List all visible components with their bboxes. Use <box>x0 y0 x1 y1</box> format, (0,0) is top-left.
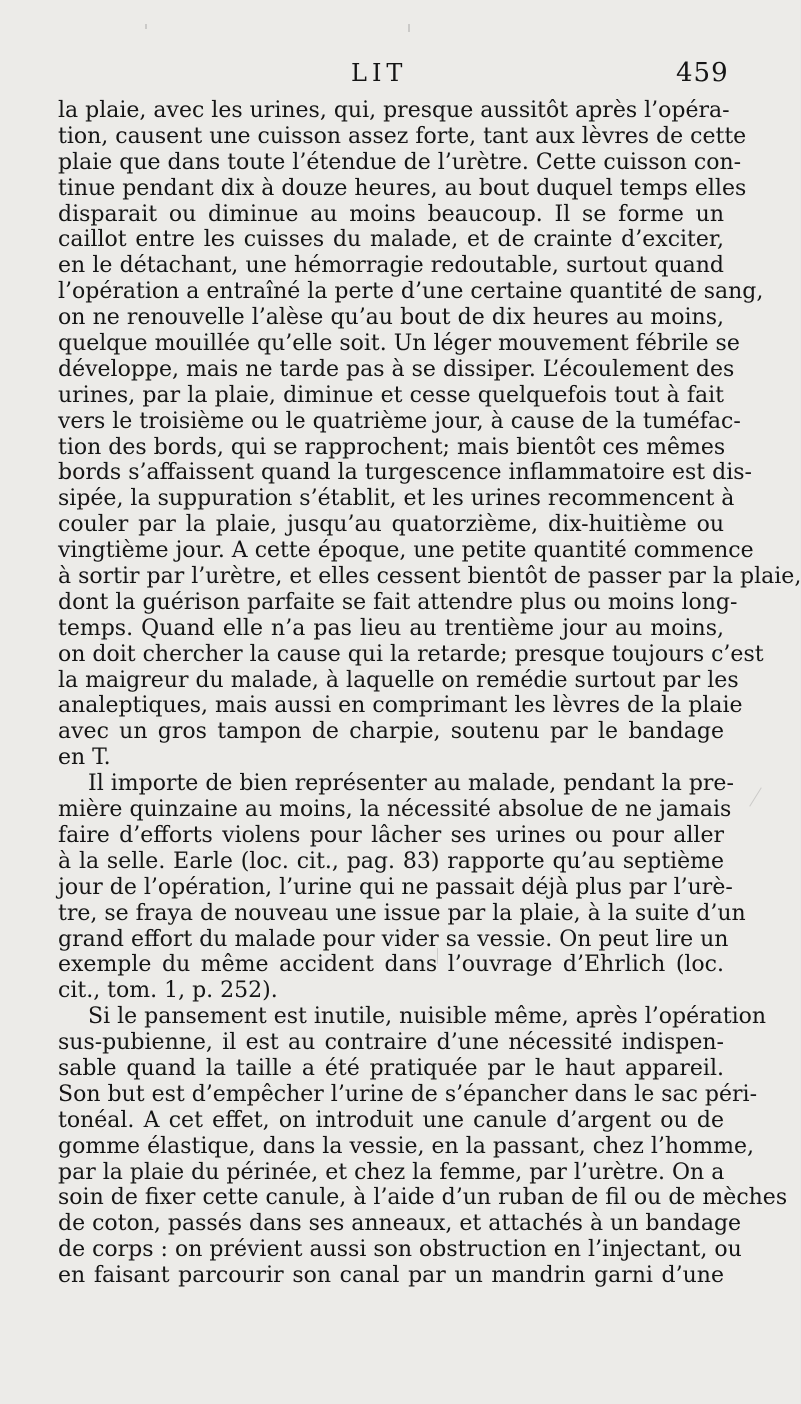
text-line: sus-pubienne, il est au contraire d’une nécessité indispen- <box>58 1030 724 1056</box>
page-speck <box>749 787 762 806</box>
text-line: grand effort du malade pour vider sa vessie. On peut lire un <box>58 926 729 952</box>
text-line: tion des bords, qui se rapprochent; mais bientôt ces mêmes <box>58 434 726 460</box>
text-line: en faisant parcourir son canal par un mandrin garni d’une <box>58 1263 724 1289</box>
paragraph <box>58 1004 788 1289</box>
text-line: sable quand la taille a été pratiquée par le haut appareil. <box>58 1055 724 1081</box>
text-line: caillot entre les cuisses du malade, et de crainte d’exciter, <box>58 227 724 253</box>
text-line: exemple du même accident dans l’ouvrage d’Ehrlich (loc. <box>58 952 724 978</box>
body-text <box>58 98 801 1289</box>
text-line: sipée, la suppuration s’établit, et les urines recommencent à <box>58 486 735 512</box>
text-line: temps. Quand elle n’a pas lieu au trentième jour au moins, <box>58 615 724 641</box>
page-speck <box>408 24 410 32</box>
text-line: tinue pendant dix à douze heures, au bout duquel temps elles <box>58 175 747 201</box>
text-line: à sortir par l’urètre, et elles cessent bientôt de passer par la plaie, <box>58 564 801 590</box>
text-line: bords s’affaissent quand la turgescence inflammatoire est dis- <box>58 460 752 486</box>
text-line: Il importe de bien représenter au malade, pendant la pre- <box>88 771 734 797</box>
text-line: l’opération a entraîné la perte d’une certaine quantité de sang, <box>58 279 764 305</box>
text-line: jour de l’opération, l’urine qui ne passait déjà plus par l’urè- <box>58 874 733 900</box>
text-line: développe, mais ne tarde pas à se dissiper. L’écoulement des <box>58 356 735 382</box>
text-line: tonéal. A cet effet, on introduit une canule d’argent ou de <box>58 1107 724 1133</box>
text-line: tion, causent une cuisson assez forte, tant aux lèvres de cette <box>58 123 747 149</box>
text-line: disparait ou diminue au moins beaucoup. Il se forme un <box>58 201 724 227</box>
paragraph <box>58 771 746 1004</box>
text-line: en T. <box>58 745 111 771</box>
text-line: par la plaie du périnée, et chez la femme, par l’urètre. On a <box>58 1159 725 1185</box>
text-line: on doit chercher la cause qui la retarde; presque toujours c’est <box>58 641 764 667</box>
text-line: vers le troisième ou le quatrième jour, à cause de la tuméfac- <box>58 408 741 434</box>
paragraph <box>58 98 801 771</box>
text-line: de corps : on prévient aussi son obstruction en l’injectant, ou <box>58 1237 742 1263</box>
text-line: faire d’efforts violens pour lâcher ses urines ou pour aller <box>58 822 724 848</box>
text-line: de coton, passés dans ses anneaux, et attachés à un bandage <box>58 1211 742 1237</box>
page-header <box>0 58 800 92</box>
text-line: en le détachant, une hémorragie redoutable, surtout quand <box>58 253 724 279</box>
text-line: tre, se fraya de nouveau une issue par la plaie, à la suite d’un <box>58 900 746 926</box>
text-line: quelque mouillée qu’elle soit. Un léger mouvement fébrile se <box>58 331 740 357</box>
text-line: dont la guérison parfaite se fait attendre plus ou moins long- <box>58 589 738 615</box>
text-line: à la selle. Earle (loc. cit., pag. 83) rapporte qu’au septième <box>58 848 724 874</box>
text-line: soin de fixer cette canule, à l’aide d’un ruban de fil ou de mèches <box>58 1185 788 1211</box>
running-title: LIT <box>351 59 408 87</box>
text-line: analeptiques, mais aussi en comprimant les lèvres de la plaie <box>58 693 743 719</box>
page-speck <box>145 24 147 29</box>
text-line: couler par la plaie, jusqu’au quatorzième, dix-huitième ou <box>58 512 724 538</box>
text-line: urines, par la plaie, diminue et cesse quelquefois tout à fait <box>58 382 724 408</box>
text-line: gomme élastique, dans la vessie, en la passant, chez l’homme, <box>58 1133 755 1159</box>
text-line: la plaie, avec les urines, qui, presque aussitôt après l’opéra- <box>58 98 730 123</box>
text-line: avec un gros tampon de charpie, soutenu par le bandage <box>58 719 724 745</box>
text-line: Son but est d’empêcher l’urine de s’épancher dans le sac péri- <box>58 1081 758 1107</box>
text-line: mière quinzaine au moins, la nécessité absolue de ne jamais <box>58 797 732 823</box>
text-line: la maigreur du malade, à laquelle on remédie surtout par les <box>58 667 739 693</box>
text-line: vingtième jour. A cette époque, une petite quantité commence <box>58 538 754 564</box>
text-line: on ne renouvelle l’alèse qu’au bout de dix heures au moins, <box>58 305 724 331</box>
text-line: plaie que dans toute l’étendue de l’urètre. Cette cuisson con- <box>58 149 742 175</box>
page-number: 459 <box>676 58 729 88</box>
text-line: Si le pansement est inutile, nuisible même, après l’opération <box>88 1004 767 1030</box>
text-line: cit., tom. 1, p. 252). <box>58 978 278 1004</box>
